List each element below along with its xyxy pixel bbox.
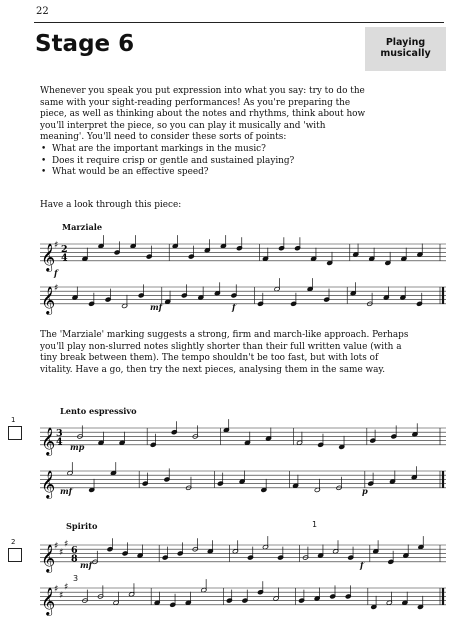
exercise-checkbox[interactable] xyxy=(8,426,22,440)
page-number: 22 xyxy=(36,6,49,17)
treble-clef-icon: 𝄞 xyxy=(41,426,56,455)
time-signature-numerator: 6 xyxy=(71,544,78,556)
dynamic-marking: mf xyxy=(80,560,93,570)
dynamic-marking: mf xyxy=(150,302,163,312)
dynamic-marking: mp xyxy=(70,442,85,452)
page-title: Stage 6 xyxy=(35,31,135,57)
sharp-icon: ♯ xyxy=(64,539,69,550)
sharp-icon: ♯ xyxy=(64,582,69,593)
dynamic-marking: f xyxy=(360,560,364,570)
explanation-paragraph: The 'Marziale' marking suggests a strong, firm and march-like approach. Perhaps you'll play non-slurred notes slightly shorter than their full written value (with a tiny break between them). The tempo shouldn't be too fast, but with lots of vitality. Have a go, then try the next pieces, analysing them in the same way. xyxy=(40,330,409,375)
sharp-icon: ♯ xyxy=(59,547,64,558)
exercise-number: 1 xyxy=(11,416,16,424)
tempo-marking: Spirito xyxy=(66,521,98,531)
lead-in-text: Have a look through this piece: xyxy=(40,200,182,210)
sharp-icon: ♯ xyxy=(59,590,64,601)
music-staff xyxy=(40,234,446,274)
time-signature-numerator: 2 xyxy=(61,243,68,255)
treble-clef-icon: 𝄞 xyxy=(41,586,56,615)
question-item: • What are the important markings in the music? xyxy=(40,144,370,156)
tempo-marking: Marziale xyxy=(62,222,103,232)
time-signature-denominator: 4 xyxy=(61,252,68,264)
dynamic-marking: mf xyxy=(60,486,73,496)
treble-clef-icon: 𝄞 xyxy=(41,543,56,572)
sharp-icon: ♯ xyxy=(54,240,59,251)
exercise-checkbox[interactable] xyxy=(8,548,22,562)
sharp-icon: ♯ xyxy=(54,584,59,595)
dynamic-marking: p xyxy=(362,486,368,496)
time-signature-numerator: 3 xyxy=(56,427,63,439)
sharp-icon: ♯ xyxy=(54,541,59,552)
tempo-marking: Lento espressivo xyxy=(60,406,137,416)
sharp-icon: ♯ xyxy=(54,283,59,294)
question-item: • What would be an effective speed? xyxy=(40,167,370,179)
treble-clef-icon: 𝄞 xyxy=(41,469,56,498)
music-staff xyxy=(40,535,446,575)
time-signature-denominator: 8 xyxy=(71,553,78,565)
question-item: • Does it require crisp or gentle and sustained playing? xyxy=(40,156,370,168)
dynamic-marking: f xyxy=(54,268,58,278)
fingering-number: 1 xyxy=(312,520,318,529)
dynamic-marking: f xyxy=(232,302,236,312)
tuplet-number: 3 xyxy=(73,574,79,583)
top-rule xyxy=(34,22,444,23)
section-tab-label: Playing musically xyxy=(380,37,431,59)
music-staff xyxy=(40,578,446,618)
music-staff xyxy=(40,461,446,501)
intro-paragraph: Whenever you speak you put expression into what you say: try to do the same with your sight-reading performances! As you're preparing the piece, as well as thinking about the notes and rhythms, think about how you'll interpret the piece, so you can play it musically and 'with meaning'. You'll need to consider these sorts of points: xyxy=(40,86,366,143)
music-staff xyxy=(40,418,446,458)
music-staff xyxy=(40,277,446,317)
treble-clef-icon: 𝄞 xyxy=(41,242,56,271)
intro-text xyxy=(40,86,370,179)
exercise-number: 2 xyxy=(11,538,16,546)
time-signature-denominator: 4 xyxy=(56,436,63,448)
question-list xyxy=(40,144,370,179)
treble-clef-icon: 𝄞 xyxy=(41,285,56,314)
